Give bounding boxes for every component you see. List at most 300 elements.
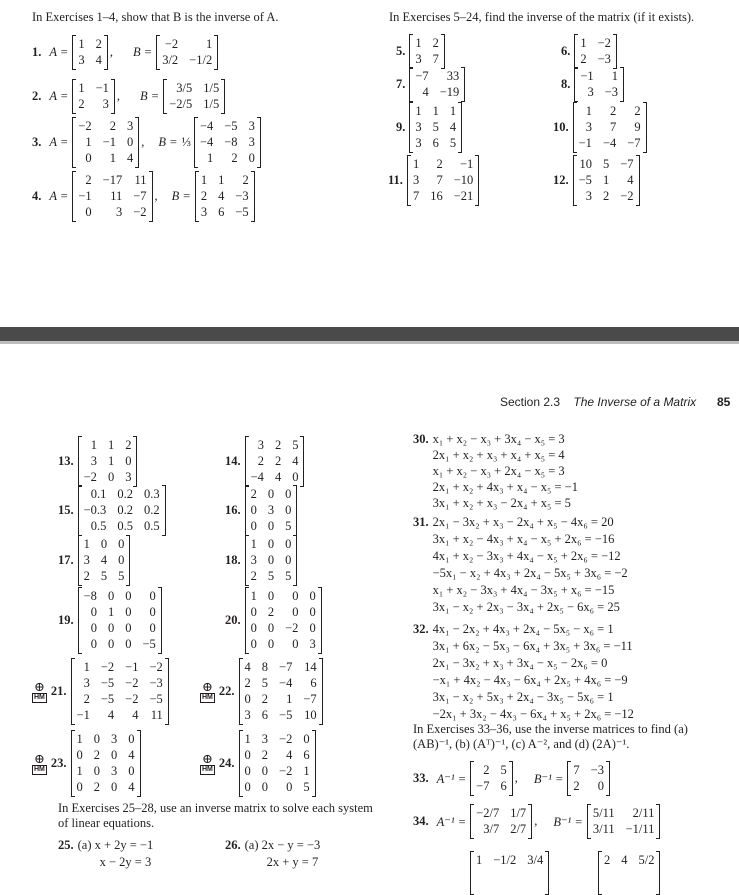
matrix-entry: 0 [267,621,275,635]
matrix-entry: 2 [483,763,490,777]
exercise-12 [553,156,640,205]
exercise-13 [58,437,137,486]
equation: 3x₁ + x₂ − 4x₃ + x₄ − x₅ + 2x₆ = −16 [432,532,615,546]
matrix-entry: −2 [620,189,634,203]
matrix-entry: −5 [142,637,156,651]
matrix-entry: 0 [244,748,251,762]
matrix-entry: 0 [111,748,118,762]
matrix-entry: −5 [235,205,249,219]
matrix-entry: 0 [292,637,299,651]
exercise-number: 22. [218,684,235,698]
matrix-entry: 0 [267,519,275,533]
matrix-entry: 0 [118,537,125,551]
exercise-33: 33. A⁻¹ = 2 5 −7 6 , B⁻¹ = 7 −3 2 0 [413,762,610,795]
matrix-entry: 1/7 [510,806,527,820]
matrix-entry: 0.2 [117,503,133,517]
matrix-entry: −1 [578,136,592,150]
exercise-number: 18. [225,553,241,567]
matrix-entry: 5 [261,676,269,690]
matrix-entry: 0.1 [90,487,107,501]
section-title: The Inverse of a Matrix [573,395,697,409]
exercise-20 [225,588,322,653]
matrix-a-inverse [470,762,513,795]
matrix-entry: 3/4 [527,853,544,867]
matrix-entry: 0 [149,589,156,603]
matrix-entry: 0 [111,780,118,794]
matrix-entry: 2 [274,454,282,468]
matrix-entry: 1 [90,438,97,452]
matrix-entry: 0 [125,621,132,635]
exercise-number: 31. [413,515,429,529]
matrix-entry: 0 [261,764,269,778]
exercise-number: 11. [388,173,403,187]
exercise-23 [32,731,141,796]
exercise-number: 7. [396,77,406,91]
matrix-entry: 0 [267,537,275,551]
equation: (a) x + 2y = −1 [77,838,154,852]
label-b: B = [158,135,178,149]
matrix-entry: 4 [621,853,628,867]
label-b: B = [140,89,160,103]
matrix-b [156,36,218,69]
matrix-entry: 1 [580,36,587,50]
matrix-entry: 9 [634,120,641,134]
matrix-entry: −3 [590,763,604,777]
matrix [409,103,462,152]
matrix-entry: 0 [292,470,299,484]
matrix-entry: 2 [267,605,275,619]
hm-badge: HM [202,765,213,773]
matrix-entry: 2 [109,119,116,133]
matrix-entry: 2 [432,36,439,50]
exercise-18 [225,536,297,585]
matrix-entry: 1 [107,438,115,452]
exercise-number: 34. [413,814,429,828]
matrix-entry: 0 [244,692,251,706]
matrix-entry: 0 [303,732,310,746]
exercise-6 [561,35,617,68]
matrix [239,659,323,724]
matrix-entry: 0 [149,605,156,619]
matrix-entry: −5 [149,692,163,706]
exercises-25-28-heading: In Exercises 25–28, use an inverse matrix to solve each system of linear equations. [58,801,373,830]
matrix-entry: 0 [250,621,257,635]
exercise-10 [553,103,647,152]
matrix-entry: −19 [439,85,460,99]
matrix-entry: −7 [627,136,641,150]
equation: −5x₁ − x₂ + 4x₃ + 2x₄ − 5x₅ + 3x₆ = −2 [432,566,628,580]
matrix-entry: −1/2 [189,53,213,67]
exercise-35-b-inverse-partial [598,852,660,894]
label-b: B = [171,189,191,203]
exercise-number: 1. [32,45,42,59]
exercise-number: 30. [413,432,429,446]
calculator-icon: ⊕ [33,750,45,766]
matrix-entry: 5 [292,438,299,452]
technology-marker [200,750,215,775]
matrix-entry: 0.2 [143,503,160,517]
matrix-entry: −2 [78,119,92,133]
matrix-entry: −7 [133,189,147,203]
matrix-entry: 1 [585,104,592,118]
matrix-entry: 0 [309,589,316,603]
matrix-entry: 2 [274,438,282,452]
matrix-b [195,172,255,221]
equation: −x₁ + 4x₂ − 4x₃ − 6x₄ + 2x₅ + 4x₆ = −9 [432,673,628,687]
matrix-entry: 3 [415,120,422,134]
matrix-entry: 1 [76,764,83,778]
equation-system [245,838,321,870]
matrix-entry: −1 [580,69,594,83]
matrix-entry: 2 [85,173,92,187]
exercise-7 [396,68,465,101]
matrix-entry: 2 [242,173,249,187]
matrix-entry: 2 [250,569,257,583]
matrix-entry: 2 [78,97,85,111]
matrix-entry: 3 [261,732,269,746]
matrix-entry: −2 [100,660,115,674]
matrix-entry: −7 [415,69,429,83]
technology-marker [200,678,215,703]
matrix-entry: 0 [248,151,255,165]
matrix-entry: 10 [304,708,317,722]
matrix-entry: 0 [128,764,135,778]
matrix-entry: 0 [261,780,269,794]
matrix-entry: 0 [267,553,275,567]
matrix-entry: 1 [415,36,422,50]
matrix-entry: 3 [587,85,594,99]
matrix-entry: 0 [90,637,97,651]
matrix-entry: −1 [102,135,116,149]
matrix-entry: 0 [285,487,292,501]
matrix-entry: −2 [149,660,163,674]
matrix-entry: 6 [218,205,225,219]
matrix-entry: 0 [107,589,115,603]
matrix-entry: 5 [100,569,108,583]
exercise-number: 32. [413,622,429,636]
matrix-entry: −5 [578,173,592,187]
matrix-entry: 4 [292,454,299,468]
running-head [500,395,696,409]
matrix-entry: 3/5 [176,81,193,95]
exercise-number: 21. [50,684,67,698]
label-b-inverse: B⁻¹ = [553,814,583,829]
matrix-entry: −8 [224,135,238,149]
matrix-entry: 7 [432,52,439,66]
matrix-entry: 6 [261,708,269,722]
matrix-entry: −7 [620,157,634,171]
matrix-entry: 3 [102,97,109,111]
section-label: Section 2.3 [500,395,561,409]
equation: x₁ + x₂ − x₃ + 2x₄ − x₅ = 3 [432,464,565,478]
matrix-entry: 2 [83,569,90,583]
matrix-entry: −2 [133,205,147,219]
matrix-entry: 2 [244,676,251,690]
exercise-number: 6. [561,44,571,58]
matrix [574,35,617,68]
matrix-entry: −1 [78,189,92,203]
matrix-entry: 2 [83,692,90,706]
exercise-number: 13. [58,454,74,468]
matrix-entry: 3 [111,764,118,778]
matrix-entry: −8 [83,589,97,603]
matrix-entry: 16 [430,189,443,203]
label-b-inverse: B⁻¹ = [533,771,564,786]
exercise-number: 5. [396,44,406,58]
matrix-entry: 3/11 [592,822,615,836]
matrix [239,731,316,796]
matrix-entry: 0 [76,748,83,762]
equation: 4x₁ − 2x₂ + 4x₃ + 2x₄ − 5x₅ − x₆ = 1 [432,622,614,636]
matrix-entry: −4 [199,119,214,133]
matrix-entry: 3 [412,173,420,187]
matrix-entry: 3 [248,119,255,133]
equation: 2x₁ + x₂ + 4x₃ + x₄ − x₅ = −1 [432,480,578,494]
exercise-1: 1. A = 1 2 3 4 , B = −2 1 3/2 −1/2 [32,36,218,69]
hm-badge: HM [34,765,45,773]
matrix-entry: 1 [449,104,457,118]
matrix [245,486,298,535]
exercise-15 [58,486,166,535]
matrix-entry: −2/7 [476,806,500,820]
exercises-5-24-heading: In Exercises 5–24, find the inverse of the matrix (if it exists). [389,10,695,24]
matrix-entry: −1 [95,81,109,95]
matrix-entry: 1 [78,81,85,95]
matrix [574,68,624,101]
exercise-22 [200,659,323,724]
matrix [245,588,322,653]
matrix-entry: 2 [95,37,102,51]
matrix-entry: 0.5 [117,519,133,533]
matrix-entry: 3 [257,438,264,452]
matrix-entry: 4 [128,780,135,794]
matrix-entry: 10 [579,157,592,171]
matrix-entry: 4 [107,708,115,722]
matrix-entry: 4 [244,660,251,674]
matrix [573,103,647,152]
matrix [409,35,445,68]
equation: 2x₁ + x₂ + x₃ + x₄ + x₅ = 4 [432,448,565,462]
matrix-a [72,80,115,113]
matrix-entry: 2 [610,104,617,118]
matrix-entry: 2 [602,189,610,203]
matrix-entry: 2 [231,151,238,165]
matrix-entry: 0 [292,605,299,619]
matrix-entry: 0 [128,732,135,746]
matrix-entry: 33 [446,69,460,83]
matrix-entry: 7 [610,120,617,134]
exercises-1-4-heading: In Exercises 1–4, show that B is the inverse of A. [32,10,279,24]
exercise-number: 3. [32,135,42,149]
matrix-entry: 0 [244,764,251,778]
matrix-entry: 4 [627,173,634,187]
equation: 2x + y = 7 [266,855,319,869]
matrix-entry: 11 [110,189,123,203]
matrix-entry: −7 [279,660,293,674]
exercise-number: 4. [32,189,42,203]
exercise-number: 16. [225,503,241,517]
matrix-entry: 0 [250,605,257,619]
matrix-b-inverse [567,762,610,795]
matrix-entry: 1 [412,157,420,171]
matrix-a-inverse [470,805,532,838]
matrix-entry: 5 [118,569,125,583]
exercise-number: 20. [225,613,241,627]
equation-system [78,838,154,870]
matrix-entry: 11 [150,708,163,722]
matrix-entry: 6 [500,779,507,793]
matrix [245,437,305,486]
matrix-entry: 6 [310,676,317,690]
matrix-entry: 5 [602,157,610,171]
matrix-entry: −4 [199,135,214,149]
matrix [78,437,138,486]
matrix-entry: 0 [125,589,132,603]
exercise-number: 17. [58,553,74,567]
matrix-entry: 3 [585,120,592,134]
matrix-entry: 11 [134,173,147,187]
matrix-entry: −2 [164,37,179,51]
matrix-entry: 3 [248,135,255,149]
matrix-entry: −4 [279,676,293,690]
matrix-entry: 14 [304,660,317,674]
matrix-entry: 3 [267,503,275,517]
label-a: A = [49,89,69,103]
matrix-a [72,36,108,69]
matrix-entry: 0 [85,205,92,219]
matrix-entry: 0 [125,605,132,619]
matrix-entry: −3 [604,85,618,99]
exercise-number: 14. [225,454,241,468]
matrix-entry: −1 [76,708,90,722]
exercise-19 [58,588,162,653]
matrix-entry: 1/5 [203,97,220,111]
matrix [78,536,131,585]
matrix-entry: −1 [125,660,139,674]
matrix-entry: 5 [432,120,439,134]
exercise-number: 26. [225,838,241,852]
equation: 3x₁ + x₂ + x₃ − 2x₄ + x₅ = 5 [432,496,571,510]
exercise-number: 15. [58,503,74,517]
exercise-11 [388,156,479,205]
matrix-entry: 0 [286,780,293,794]
exercise-3: 3. A = −2 2 3 1 −1 0 0 1 4 , B = ⅓ −4 −5 3 −4 −8 3 1 2 0 [32,118,261,167]
matrix-entry: 0 [107,621,115,635]
matrix-entry: 1 [250,537,257,551]
matrix-entry: −5 [100,676,115,690]
matrix-entry: 3 [415,136,422,150]
matrix-entry: 4 [128,748,135,762]
label-a-inverse: A⁻¹ = [436,771,467,786]
matrix-a [72,172,152,221]
matrix-entry: 2/7 [510,822,527,836]
matrix [409,68,465,101]
matrix-entry: 2 [257,454,264,468]
exercise-number: 9. [396,120,406,134]
matrix [78,588,162,653]
matrix-entry: −2 [285,621,299,635]
matrix-entry: 0 [85,151,92,165]
exercise-number: 25. [58,838,74,852]
matrix-entry: 7 [436,173,443,187]
matrix-entry: 3 [415,52,422,66]
matrix-entry: 4 [95,53,102,67]
matrix-b-inverse [587,805,661,838]
matrix-entry: 1 [207,151,214,165]
matrix-entry: 0 [285,537,292,551]
matrix-entry: 1 [602,173,610,187]
exercise-number: 19. [58,613,74,627]
matrix-entry: 0 [100,537,108,551]
matrix-entry: 1 [611,69,618,83]
equation: x − 2y = 3 [99,855,152,869]
exercise-14 [225,437,304,486]
matrix-entry: −2 [83,470,97,484]
exercise-number: 2. [32,89,42,103]
matrix-entry: −10 [453,173,474,187]
matrix-entry: 0 [90,605,97,619]
matrix-entry: −5 [224,119,238,133]
matrix-entry: 7 [573,763,580,777]
matrix-entry: 4 [286,748,293,762]
label-a-inverse: A⁻¹ = [436,814,467,829]
exercise-16 [225,486,297,535]
matrix-entry: 2 [604,853,611,867]
matrix-entry: 4 [132,708,139,722]
matrix-entry: 1 [218,173,225,187]
matrix-entry: 2 [436,157,443,171]
matrix-entry: 2 [125,438,132,452]
matrix-entry: 5 [267,569,275,583]
matrix-entry: 4 [100,553,108,567]
matrix-entry: 5/11 [592,806,615,820]
exercise-24 [200,731,316,796]
matrix-entry: 4 [126,151,134,165]
matrix-entry: 2 [200,189,208,203]
matrix-entry: 2 [580,52,587,66]
exercise-34: 34. A⁻¹ = −2/7 1/7 3/7 2/7 , B⁻¹ = 5/11 2/11 3/11 −1/11 [413,805,660,838]
matrix-entry: 0 [125,454,132,468]
matrix-entry: 1 [303,764,310,778]
exercise-number: 10. [553,120,569,134]
exercise-5 [396,35,445,68]
matrix-entry: −1 [459,157,474,171]
page-divider-shadow [0,341,739,344]
matrix-entry: 4 [218,189,225,203]
matrix-entry: 0 [309,605,316,619]
matrix-entry: 1 [250,589,257,603]
equation: x₁ + x₂ − 3x₃ + 4x₄ − 3x₅ + x₆ = −15 [432,583,615,597]
matrix-entry: 2 [250,487,257,501]
matrix-entry: 7 [412,189,420,203]
matrix-entry: 3 [90,454,97,468]
matrix-entry: 0 [285,503,292,517]
exercise-number: 8. [561,77,571,91]
matrix-entry: −2 [597,36,611,50]
matrix-entry: 3/7 [483,822,500,836]
matrix-entry: 6 [303,748,310,762]
matrix-entry: 2 [93,780,101,794]
equation: (a) 2x − y = −3 [244,838,321,852]
matrix-entry: 0 [292,589,299,603]
page-divider [0,327,739,341]
matrix-entry: 0 [93,764,101,778]
exercise-21 [32,659,169,724]
matrix-entry: −4 [602,136,617,150]
equation: 2x₁ − 3x₂ + x₃ + 3x₄ − x₅ − 2x₆ = 0 [432,656,608,670]
exercise-32 [413,622,634,722]
exercise-number: 33. [413,771,429,785]
